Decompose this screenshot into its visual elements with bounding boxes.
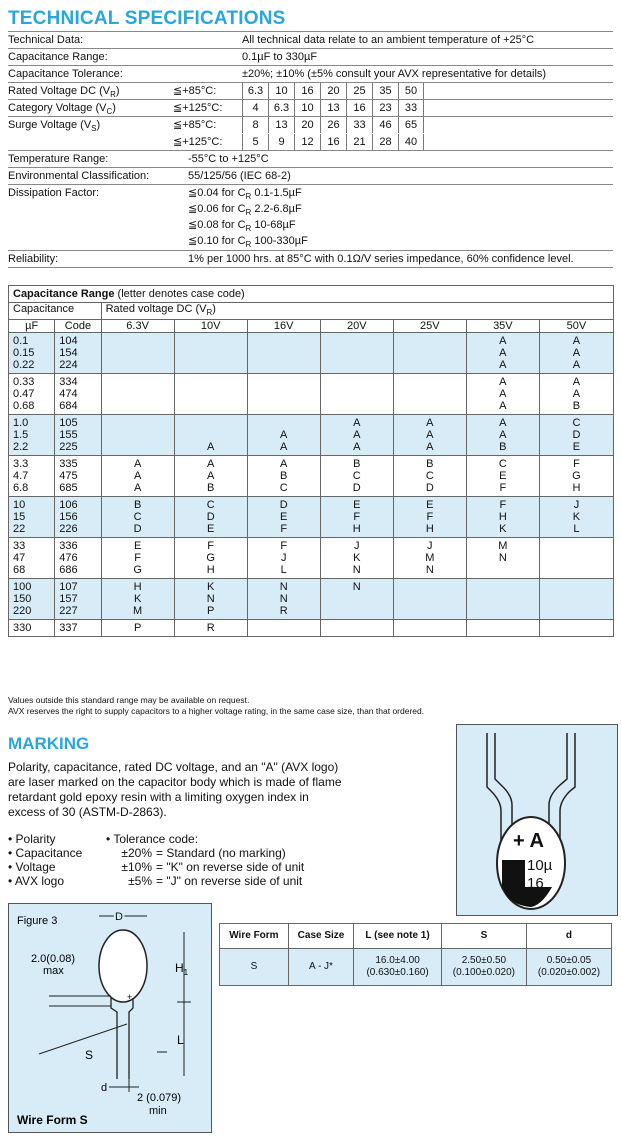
surge-voltage-cell: 5	[242, 134, 268, 150]
category-voltage-cell: 13	[320, 100, 346, 116]
cap-cell: E F H	[320, 497, 393, 538]
column-header: 6.3V	[101, 320, 174, 333]
column-header: Code	[55, 320, 101, 333]
figure-3-wire-form	[8, 903, 212, 1133]
cap-cell	[101, 415, 174, 456]
svg-text:+: +	[127, 992, 133, 1002]
svg-text:2.0(0.08): 2.0(0.08)	[31, 953, 76, 965]
capacitor-marking-illustration	[456, 724, 618, 916]
surge-voltage-cell: 21	[346, 134, 372, 150]
category-voltage-cell: 16	[346, 100, 372, 116]
cap-cell	[393, 374, 466, 415]
cap-cell: A A	[247, 415, 320, 456]
category-voltage-cell: 10	[294, 100, 320, 116]
page-title: TECHNICAL SPECIFICATIONS	[8, 8, 286, 29]
wire-table-header: Case Size	[288, 924, 353, 949]
cap-cell	[247, 333, 320, 374]
cap-cell: B C D	[101, 497, 174, 538]
spec-row-cap-range: Capacitance Range: 0.1µF to 330µF	[8, 51, 318, 63]
cap-cell: A A B	[174, 456, 247, 497]
tolerance-line: ±20% = Standard (no marking)	[121, 846, 286, 860]
cap-code-cell: 337	[55, 620, 101, 637]
cap-cell: N	[320, 579, 393, 620]
marking-bullet: • Capacitance	[8, 846, 83, 860]
cap-cell	[393, 579, 466, 620]
cap-cell: A A A	[539, 333, 613, 374]
cap-cell	[320, 620, 393, 637]
spec-row-technical-data: Technical Data: All technical data relate to an ambient temperature of +25°C	[8, 34, 535, 46]
cap-cell: F G H	[539, 456, 613, 497]
capacitance-mark: 10µ	[527, 857, 553, 874]
wire-form-table	[219, 923, 612, 986]
spec-row-cap-tol: Capacitance Tolerance: ±20%; ±10% (±5% consult your AVX representative for details)	[8, 68, 547, 80]
figure-caption: Wire Form S	[17, 1113, 88, 1127]
wire-table-header: Wire Form	[220, 924, 289, 949]
surge-voltage-125-values	[242, 134, 424, 150]
cap-cell: F H K	[466, 497, 539, 538]
cap-group-row	[9, 456, 614, 497]
cap-cell	[320, 333, 393, 374]
cap-cell: A A A	[101, 456, 174, 497]
spec-row-dissipation: Dissipation Factor:	[8, 187, 100, 199]
table-notes: Values outside this standard range may be available on request. AVX reserves the right to supply capacitors to a higher voltage rating, in the same case size, than that ordered.	[8, 695, 425, 716]
cap-uf-cell: 0.1 0.15 0.22	[9, 333, 55, 374]
cap-cell: B C D	[393, 456, 466, 497]
dissipation-line: ≦0.10 for $C_R$ 100-330µF	[188, 235, 308, 250]
cap-cell: C E F	[466, 456, 539, 497]
category-voltage-cell: 6.3	[268, 100, 294, 116]
cap-cell	[320, 374, 393, 415]
column-header: 20V	[320, 320, 393, 333]
surge-voltage-85-values	[242, 117, 424, 133]
cap-uf-cell: 330	[9, 620, 55, 637]
cap-cell	[466, 620, 539, 637]
cap-cell	[466, 579, 539, 620]
cap-cell: K N P	[174, 579, 247, 620]
cap-uf-cell: 3.3 4.7 6.8	[9, 456, 55, 497]
column-header: µF	[9, 320, 55, 333]
cap-uf-cell: 1.0 1.5 2.2	[9, 415, 55, 456]
rated-voltage-cell: 20	[320, 83, 346, 99]
cap-group-row	[9, 538, 614, 579]
cap-cell	[539, 538, 613, 579]
marking-title: MARKING	[8, 734, 90, 753]
cap-code-cell: 106 156 226	[55, 497, 101, 538]
cap-cell	[174, 333, 247, 374]
cap-cell	[393, 620, 466, 637]
marking-bullets	[8, 832, 82, 888]
surge-voltage-cell: 20	[294, 117, 320, 133]
cap-group-row	[9, 415, 614, 456]
svg-text:2 (0.079): 2 (0.079)	[137, 1092, 182, 1104]
wire-table-header: S	[441, 924, 526, 949]
cap-cell: R	[174, 620, 247, 637]
svg-text:D: D	[115, 911, 123, 923]
cap-cell: J M N	[393, 538, 466, 579]
cap-cell	[247, 620, 320, 637]
cap-cell: A A B	[539, 374, 613, 415]
spec-row-surge-voltage-85: Surge Voltage $(V_S)$ ≦+85°C: 8 13 20 26 33 46 65	[8, 117, 613, 133]
marking-bullet: • Voltage	[8, 860, 56, 874]
cap-cell: A A A	[393, 415, 466, 456]
rated-voltage-cell: 25	[346, 83, 372, 99]
cap-cell: H K M	[101, 579, 174, 620]
svg-text:H1: $H_1$	[175, 961, 189, 977]
svg-text:d: d	[101, 1082, 108, 1094]
cap-group-row	[9, 333, 614, 374]
cap-cell: A A A	[466, 333, 539, 374]
cap-cell	[393, 333, 466, 374]
cap-group-row	[9, 497, 614, 538]
cap-uf-cell: 10 15 22	[9, 497, 55, 538]
cap-cell: D E F	[247, 497, 320, 538]
surge-voltage-cell: 26	[320, 117, 346, 133]
cap-cell: F J L	[247, 538, 320, 579]
cap-cell: E F G	[101, 538, 174, 579]
surge-voltage-cell: 16	[320, 134, 346, 150]
cap-cell	[101, 374, 174, 415]
wire-table-cell: 16.0±4.00 (0.630±0.160)	[354, 949, 442, 986]
surge-voltage-cell: 12	[294, 134, 320, 150]
cap-cell: F G H	[174, 538, 247, 579]
column-header: 35V	[466, 320, 539, 333]
cap-cell	[174, 374, 247, 415]
rated-voltage-values	[242, 83, 424, 99]
column-header: 25V	[393, 320, 466, 333]
category-voltage-cell: 33	[398, 100, 424, 116]
surge-voltage-cell: 28	[372, 134, 398, 150]
cap-cell: A A A	[466, 374, 539, 415]
cap-code-cell: 336 476 686	[55, 538, 101, 579]
tolerance-line: ±10% = "K" on reverse side of unit	[121, 860, 305, 874]
spec-row-env-class: Environmental Classification: 55/125/56 (IEC 68-2)	[8, 170, 291, 182]
svg-text:min: min	[149, 1105, 167, 1117]
figure-label: Figure 3	[17, 915, 58, 927]
spec-row-rated-voltage: Rated Voltage DC $(V_R)$ ≦+85°C: 6.3 10 16 20 25 35 50	[8, 83, 613, 99]
wire-table-cell: 0.50±0.05 (0.020±0.002)	[526, 949, 611, 986]
cap-cell: A A A	[320, 415, 393, 456]
cap-cell: J K N	[320, 538, 393, 579]
cap-cell	[539, 620, 613, 637]
svg-text:max: max	[43, 965, 64, 977]
cap-cell: C D E	[539, 415, 613, 456]
cap-code-cell: 335 475 685	[55, 456, 101, 497]
category-voltage-cell: 4	[242, 100, 268, 116]
dissipation-line: ≦0.04 for $C_R$ 0.1-1.5µF	[188, 187, 302, 202]
cap-table-title: Capacitance Range	[13, 288, 115, 300]
cap-cell: J K L	[539, 497, 613, 538]
category-voltage-cell: 23	[372, 100, 398, 116]
tolerance-line: ±5% = "J" on reverse side of unit	[128, 874, 303, 888]
polarity-logo-mark: + A	[513, 830, 544, 852]
spec-row-surge-voltage-125: ≦+125°C: 5 9 12 16 21 28 40	[8, 134, 613, 150]
voltage-mark: 16	[527, 875, 544, 892]
cap-group-row	[9, 579, 614, 620]
cap-code-cell: 105 155 225	[55, 415, 101, 456]
wire-table-header: L (see note 1)	[354, 924, 442, 949]
cap-cell	[539, 579, 613, 620]
cap-cell: P	[101, 620, 174, 637]
spec-row-temp-range: Temperature Range: -55°C to +125°C	[8, 153, 269, 165]
cap-cell: M N	[466, 538, 539, 579]
column-header: 50V	[539, 320, 613, 333]
cap-code-cell: 104 154 224	[55, 333, 101, 374]
cap-cell: A	[174, 415, 247, 456]
svg-text:S: S	[85, 1048, 94, 1062]
surge-voltage-cell: 33	[346, 117, 372, 133]
cap-code-cell: 334 474 684	[55, 374, 101, 415]
rated-voltage-cell: 6.3	[242, 83, 268, 99]
cap-code-cell: 107 157 227	[55, 579, 101, 620]
cap-group-row	[9, 620, 614, 637]
surge-voltage-cell: 8	[242, 117, 268, 133]
dissipation-line: ≦0.08 for $C_R$ 10-68µF	[188, 219, 296, 234]
column-header: 16V	[247, 320, 320, 333]
rated-voltage-cell: 10	[268, 83, 294, 99]
surge-voltage-cell: 40	[398, 134, 424, 150]
capacitance-range-table: Capacitance Range (letter denotes case code) Capacitance Rated voltage DC $(V_R)$ µF Code 6.3V 10V 16V 20V 25V 35V 50V 0.1 0.15 0.22 104 154 224 A A A A A A 0.33 0.47 0.68 334 474 684 A A A A A B 1.0 1.5 2.2 105 155 225 A A A A A A A A A A A B C D E 3.3 4.7 6.8 335 475 685 A A A A A B A B C B C D B C D C E F F G H 10 15 22 106 156 226 B C D C D E D E F E F H E F H F H K J K L 33 47 68 336 476 686 E F G F G H F J L J K N J M N M N 100 150 220 107 157 227 H K M K N P N N R N 330 337 P R	[8, 285, 614, 637]
spec-row-category-voltage: Category Voltage $(V_C)$ ≦+125°C: 4 6.3 10 13 16 23 33	[8, 100, 613, 116]
column-header: 10V	[174, 320, 247, 333]
marking-bullet: • Polarity	[8, 832, 56, 846]
tolerance-code: • Tolerance code: ±20% = Standard (no marking) ±10% = "K" on reverse side of unit ±5% = "J" on reverse side of unit	[106, 832, 305, 888]
head-capacitance: Capacitance	[9, 303, 102, 320]
wire-table-cell: S	[220, 949, 289, 986]
cap-cell: A B C	[247, 456, 320, 497]
surge-voltage-cell: 46	[372, 117, 398, 133]
dissipation-line: ≦0.06 for $C_R$ 2.2-6.8µF	[188, 203, 302, 218]
cap-cell: E F H	[393, 497, 466, 538]
marking-bullet: • AVX logo	[8, 874, 65, 888]
rated-voltage-cell: 16	[294, 83, 320, 99]
cap-cell: N N R	[247, 579, 320, 620]
cap-cell: C D E	[174, 497, 247, 538]
rated-voltage-cell: 35	[372, 83, 398, 99]
cap-cell	[101, 333, 174, 374]
cap-uf-cell: 0.33 0.47 0.68	[9, 374, 55, 415]
category-voltage-values	[242, 100, 424, 116]
svg-text:L: L	[177, 1033, 184, 1047]
cap-uf-cell: 33 47 68	[9, 538, 55, 579]
cap-uf-cell: 100 150 220	[9, 579, 55, 620]
marking-text: Polarity, capacitance, rated DC voltage, and an "A" (AVX logo) are laser marked on the capacitor body which is made of flame retardant gold epoxy resin with a limiting oxygen index in excess of 30 (ASTM-D-2863).	[8, 760, 342, 819]
wire-table-header: d	[526, 924, 611, 949]
wire-table-cell: A - J*	[288, 949, 353, 986]
cap-group-row	[9, 374, 614, 415]
surge-voltage-cell: 9	[268, 134, 294, 150]
spec-row-reliability: Reliability: 1% per 1000 hrs. at 85°C with 0.1Ω/V series impedance, 60% confidence level.	[8, 253, 574, 265]
cap-cell: B C D	[320, 456, 393, 497]
cap-cell	[247, 374, 320, 415]
rated-voltage-cell: 50	[398, 83, 424, 99]
wire-table-cell: 2.50±0.50 (0.100±0.020)	[441, 949, 526, 986]
surge-voltage-cell: 65	[398, 117, 424, 133]
cap-cell: A A B	[466, 415, 539, 456]
surge-voltage-cell: 13	[268, 117, 294, 133]
